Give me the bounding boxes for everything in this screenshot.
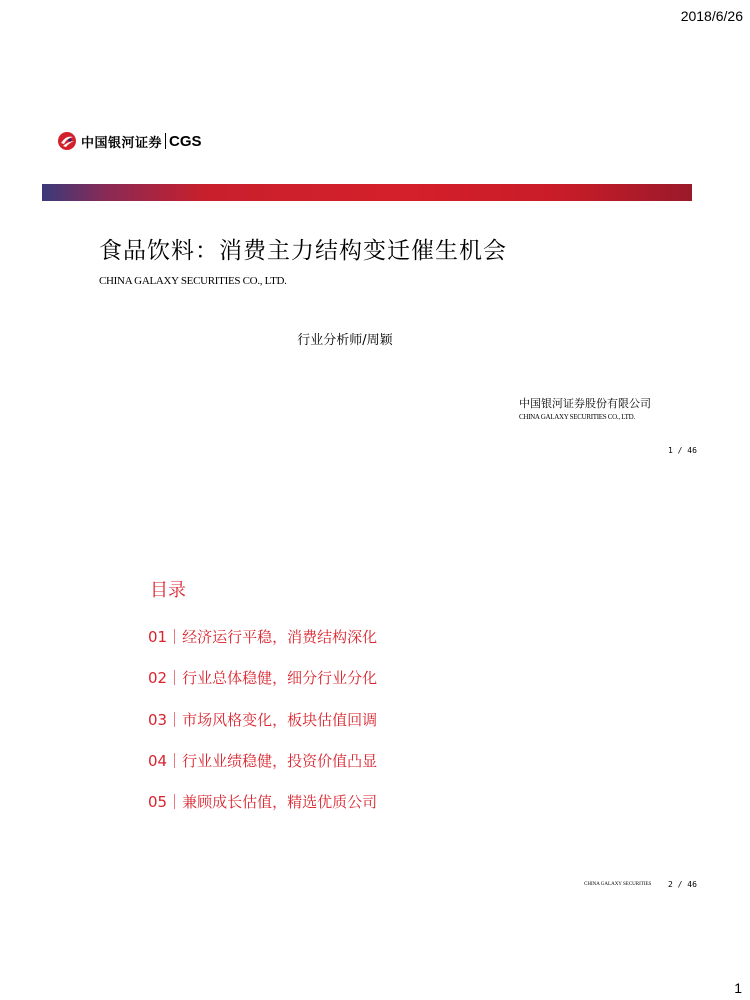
company-name-cn: 中国银河证券股份有限公司 bbox=[519, 397, 651, 410]
toc-item: 04｜行业业绩稳健，投资价值凸显 bbox=[148, 752, 378, 770]
slide-subtitle: CHINA GALAXY SECURITIES CO., LTD. bbox=[99, 275, 287, 287]
logo-text-en: CGS bbox=[169, 132, 202, 150]
slide-title: 食品饮料：消费主力结构变迁催生机会 bbox=[99, 238, 507, 264]
slide-number: 1 / 46 bbox=[668, 446, 697, 455]
page-number: 1 bbox=[734, 980, 742, 996]
company-name-en: CHINA GALAXY SECURITIES CO., LTD. bbox=[519, 413, 635, 421]
logo-divider bbox=[165, 133, 166, 149]
analyst-name: 行业分析师/周颖 bbox=[297, 333, 393, 348]
print-date: 2018/6/26 bbox=[680, 8, 743, 24]
toc-item: 01｜经济运行平稳，消费结构深化 bbox=[148, 628, 378, 646]
slide-number: 2 / 46 bbox=[668, 880, 697, 889]
title-banner bbox=[42, 184, 692, 201]
company-logo bbox=[57, 130, 202, 152]
toc-item: 05｜兼顾成长估值，精选优质公司 bbox=[148, 793, 378, 811]
logo-text-cn: 中国银河证券 bbox=[81, 135, 163, 151]
toc-item: 02｜行业总体稳健，细分行业分化 bbox=[148, 669, 378, 687]
footer-company-en: CHINA GALAXY SECURITIES bbox=[584, 882, 652, 887]
galaxy-logo-icon bbox=[57, 131, 77, 151]
toc-item: 03｜市场风格变化，板块估值回调 bbox=[148, 711, 378, 729]
toc-heading: 目录 bbox=[150, 580, 186, 601]
